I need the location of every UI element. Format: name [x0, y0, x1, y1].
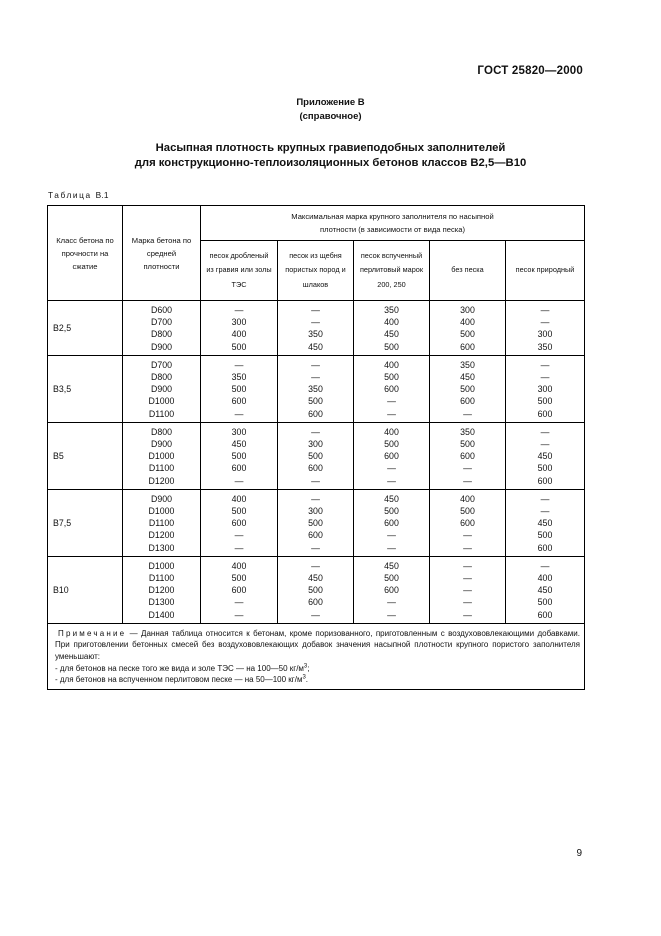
aggregate-grade-value: —	[234, 597, 244, 608]
aggregate-grade-value: —	[234, 305, 244, 315]
aggregate-grade-cell-perlite	[354, 301, 430, 356]
concrete-class-cell: В5	[48, 422, 123, 489]
aggregate-grade-value: 500	[460, 329, 475, 340]
aggregate-grade-value: 600	[460, 396, 475, 407]
aggregate-grade-value: 500	[384, 506, 399, 517]
density-grade-value: D900	[150, 439, 173, 450]
header-sand-perlite: песок вспученный перлитовый марок 200, 250	[354, 241, 430, 301]
aggregate-grade-value: —	[463, 560, 472, 571]
aggregate-grade-value: —	[463, 609, 472, 620]
aggregate-grade-value: 600	[537, 609, 553, 620]
aggregate-grade-value: 600	[384, 585, 399, 596]
density-grade-value: D1300	[148, 542, 175, 553]
aggregate-grade-value: —	[387, 408, 396, 419]
aggregate-grade-value: 400	[384, 426, 399, 437]
note-item-1: - для бетонов на песке того же вида и золе ТЭС — на 100—50 $кг/м^3$;	[55, 663, 310, 673]
density-grade-cell	[123, 489, 201, 556]
density-grade-value: D600	[150, 305, 173, 315]
aggregate-grade-value: 600	[384, 384, 399, 395]
aggregate-grade-value: 400	[231, 560, 247, 571]
concrete-class-cell: В2,5	[48, 301, 123, 356]
aggregate-grade-cell-crushed	[201, 355, 278, 422]
aggregate-grade-value: 500	[384, 341, 399, 352]
aggregate-grade-cell-porous	[278, 355, 354, 422]
density-grade-cell	[123, 422, 201, 489]
aggregate-grade-value: —	[234, 542, 244, 553]
aggregate-grade-value: —	[234, 359, 244, 370]
aggregate-grade-value: 350	[384, 305, 399, 315]
aggregate-grade-value: 450	[537, 518, 553, 529]
aggregate-grade-cell-perlite	[354, 556, 430, 623]
table-row	[48, 489, 585, 556]
aggregate-grade-value: 300	[231, 317, 247, 328]
header-sand-porous: песок из щебня пористых пород и шлаков	[278, 241, 354, 301]
title-line-1: Насыпная плотность крупных гравиеподобных заполнителей	[155, 142, 506, 154]
aggregate-grade-value: —	[463, 585, 472, 596]
aggregate-grade-value: 500	[460, 384, 475, 395]
table-row	[48, 556, 585, 623]
aggregate-grade-value: 450	[537, 585, 553, 596]
note-row	[48, 623, 585, 689]
density-table	[47, 205, 585, 690]
aggregate-grade-value: 600	[231, 396, 247, 407]
concrete-class-cell: В3,5	[48, 355, 123, 422]
aggregate-grade-value: —	[387, 475, 396, 486]
aggregate-grade-value: 500	[231, 506, 247, 517]
aggregate-grade-value: 300	[537, 329, 553, 340]
table-label	[48, 190, 109, 200]
aggregate-grade-value: 500	[308, 585, 323, 596]
aggregate-grade-value: 450	[384, 493, 399, 504]
aggregate-grade-value: —	[387, 609, 396, 620]
header-grade: Марка бетона по средней плотности	[123, 206, 201, 301]
page-number: 9	[576, 848, 582, 859]
aggregate-grade-value: 600	[460, 341, 475, 352]
aggregate-grade-cell-porous	[278, 489, 354, 556]
aggregate-grade-cell-perlite	[354, 422, 430, 489]
density-grade-cell	[123, 355, 201, 422]
aggregate-grade-value: 500	[384, 372, 399, 383]
table-row	[48, 422, 585, 489]
aggregate-grade-value: 500	[231, 573, 247, 584]
aggregate-grade-value: 500	[384, 573, 399, 584]
aggregate-grade-value: 500	[460, 439, 475, 450]
standard-number: ГОСТ 25820—2000	[477, 65, 583, 77]
density-grade-value: D700	[150, 317, 173, 328]
concrete-class-cell: В7,5	[48, 489, 123, 556]
aggregate-grade-cell-no-sand	[430, 556, 506, 623]
aggregate-grade-value: 600	[537, 475, 553, 486]
aggregate-grade-value: —	[540, 506, 550, 517]
aggregate-grade-value: 400	[384, 317, 399, 328]
aggregate-grade-value: —	[540, 317, 550, 328]
aggregate-grade-value: 600	[231, 585, 247, 596]
aggregate-grade-value: —	[540, 493, 550, 504]
aggregate-grade-value: 500	[231, 341, 247, 352]
aggregate-grade-value: 300	[460, 305, 475, 315]
aggregate-grade-value: —	[463, 530, 472, 541]
aggregate-grade-value: —	[311, 359, 320, 370]
aggregate-grade-value: 300	[537, 384, 553, 395]
aggregate-grade-value: —	[234, 609, 244, 620]
header-sand-natural: песок природный	[506, 241, 585, 301]
aggregate-grade-value: —	[387, 463, 396, 474]
aggregate-grade-cell-no-sand	[430, 422, 506, 489]
aggregate-grade-value: —	[387, 597, 396, 608]
aggregate-grade-value: 600	[460, 451, 475, 462]
aggregate-grade-value: —	[311, 493, 320, 504]
note-item-2: - для бетонов на вспученном перлитовом песке — на 50—100 $кг/м^3$.	[55, 674, 309, 685]
aggregate-grade-value: —	[540, 560, 550, 571]
density-grade-value: D1000	[148, 451, 175, 462]
density-grade-value: D900	[150, 341, 173, 352]
aggregate-grade-value: 600	[460, 518, 475, 529]
density-grade-value: D1200	[148, 530, 175, 541]
aggregate-grade-value: —	[387, 530, 396, 541]
aggregate-grade-value: 500	[384, 439, 399, 450]
aggregate-grade-value: 400	[537, 573, 553, 584]
aggregate-grade-value: 300	[231, 426, 247, 437]
density-grade-value: D1300	[148, 597, 175, 608]
aggregate-grade-value: 450	[384, 560, 399, 571]
aggregate-grade-value: 600	[537, 542, 553, 553]
density-grade-value: D1100	[148, 408, 175, 419]
density-grade-value: D1400	[148, 609, 175, 620]
aggregate-grade-value: —	[387, 396, 396, 407]
aggregate-grade-cell-natural	[506, 556, 585, 623]
density-grade-value: D800	[150, 329, 173, 340]
aggregate-grade-value: 600	[308, 463, 323, 474]
aggregate-grade-cell-perlite	[354, 489, 430, 556]
aggregate-grade-value: 500	[537, 597, 553, 608]
aggregate-grade-value: 350	[231, 372, 247, 383]
appendix-heading	[0, 96, 661, 124]
aggregate-grade-value: 400	[231, 329, 247, 340]
concrete-class-cell: В10	[48, 556, 123, 623]
header-sand-crushed: песок дробленый из гравия или золы ТЭС	[201, 241, 278, 301]
aggregate-grade-value: 600	[231, 518, 247, 529]
table-label-number: В.1	[95, 190, 109, 200]
aggregate-grade-value: 600	[384, 518, 399, 529]
aggregate-grade-value: 500	[537, 530, 553, 541]
aggregate-grade-cell-no-sand	[430, 301, 506, 356]
aggregate-grade-value: 450	[308, 573, 323, 584]
aggregate-grade-value: —	[311, 305, 320, 315]
table-label-word: Таблица	[48, 190, 92, 200]
header-no-sand: без песка	[430, 241, 506, 301]
aggregate-grade-cell-porous	[278, 422, 354, 489]
aggregate-grade-value: 500	[537, 396, 553, 407]
aggregate-grade-value: —	[463, 597, 472, 608]
aggregate-grade-value: —	[234, 408, 244, 419]
aggregate-grade-value: —	[540, 305, 550, 315]
aggregate-grade-value: 300	[308, 506, 323, 517]
aggregate-grade-value: —	[311, 560, 320, 571]
aggregate-grade-cell-crushed	[201, 489, 278, 556]
document-title	[0, 141, 661, 171]
note-label: Примечание	[58, 628, 127, 638]
aggregate-grade-value: —	[463, 463, 472, 474]
aggregate-grade-value: 300	[308, 439, 323, 450]
aggregate-grade-value: —	[387, 542, 396, 553]
aggregate-grade-value: 600	[308, 597, 323, 608]
aggregate-grade-cell-crushed	[201, 422, 278, 489]
table-body	[48, 206, 585, 690]
aggregate-grade-value: 600	[308, 408, 323, 419]
aggregate-grade-value: 350	[308, 384, 323, 395]
aggregate-grade-value: 600	[537, 408, 553, 419]
aggregate-grade-value: —	[463, 542, 472, 553]
aggregate-grade-value: —	[234, 530, 244, 541]
density-grade-value: D1200	[148, 585, 175, 596]
density-grade-value: D1100	[148, 463, 175, 474]
aggregate-grade-value: —	[311, 609, 320, 620]
density-grade-cell	[123, 556, 201, 623]
aggregate-grade-value: 450	[308, 341, 323, 352]
aggregate-grade-value: 600	[308, 530, 323, 541]
aggregate-grade-value: 400	[384, 359, 399, 370]
aggregate-grade-cell-crushed	[201, 556, 278, 623]
density-grade-value: D1000	[148, 396, 175, 407]
aggregate-grade-value: —	[311, 475, 320, 486]
table-row	[48, 355, 585, 422]
aggregate-grade-value: 500	[308, 396, 323, 407]
header-max-grade: Максимальная марка крупного заполнителя по насыпной плотности (в зависимости от вида песка)	[201, 206, 585, 241]
table-note	[48, 623, 585, 689]
aggregate-grade-value: —	[540, 359, 550, 370]
density-grade-value: D1000	[148, 560, 175, 571]
aggregate-grade-value: —	[463, 573, 472, 584]
density-grade-value: D1000	[148, 506, 175, 517]
density-grade-value: D900	[150, 493, 173, 504]
table-row	[48, 301, 585, 356]
aggregate-grade-value: 350	[460, 359, 475, 370]
aggregate-grade-value: —	[311, 372, 320, 383]
aggregate-grade-value: 450	[231, 439, 247, 450]
aggregate-grade-value: 400	[231, 493, 247, 504]
aggregate-grade-cell-natural	[506, 422, 585, 489]
aggregate-grade-value: 500	[308, 451, 323, 462]
aggregate-grade-value: —	[463, 475, 472, 486]
aggregate-grade-value: —	[311, 317, 320, 328]
aggregate-grade-value: 450	[384, 329, 399, 340]
aggregate-grade-value: 500	[308, 518, 323, 529]
density-grade-value: D900	[150, 384, 173, 395]
title-line-2: для конструкционно-теплоизоляционных бетонов классов В2,5—В10	[134, 157, 527, 169]
aggregate-grade-value: 400	[460, 317, 475, 328]
density-grade-value: D800	[150, 426, 173, 437]
aggregate-grade-value: —	[463, 408, 472, 419]
aggregate-grade-value: 600	[384, 451, 399, 462]
aggregate-grade-value: —	[234, 475, 244, 486]
aggregate-grade-value: —	[540, 372, 550, 383]
header-row-1	[48, 206, 585, 241]
note-text: — Данная таблица относится к бетонам, кроме поризованного, приготовленным с воздухововлекающими добавками. При приготовлении бетонных смесей без воздухововлекающих добавок значения насыпной плотности крупного пористого заполнителя уменьшают:	[55, 628, 580, 662]
aggregate-grade-value: 400	[460, 493, 475, 504]
aggregate-grade-cell-no-sand	[430, 489, 506, 556]
appendix-subtitle: (справочное)	[299, 111, 362, 122]
aggregate-grade-value: —	[540, 426, 550, 437]
header-class: Класс бетона по прочности на сжатие	[48, 206, 123, 301]
aggregate-grade-cell-crushed	[201, 301, 278, 356]
aggregate-grade-value: 500	[231, 384, 247, 395]
aggregate-grade-cell-porous	[278, 301, 354, 356]
aggregate-grade-value: 600	[231, 463, 247, 474]
density-grade-value: D1200	[148, 475, 175, 486]
aggregate-grade-cell-natural	[506, 301, 585, 356]
aggregate-grade-value: 350	[537, 341, 553, 352]
aggregate-grade-cell-no-sand	[430, 355, 506, 422]
aggregate-grade-cell-perlite	[354, 355, 430, 422]
density-grade-value: D700	[150, 359, 173, 370]
aggregate-grade-value: —	[311, 426, 320, 437]
aggregate-grade-value: 450	[460, 372, 475, 383]
density-grade-value: D1100	[148, 573, 175, 584]
aggregate-grade-value: 500	[537, 463, 553, 474]
aggregate-grade-value: 500	[231, 451, 247, 462]
aggregate-grade-value: —	[311, 542, 320, 553]
density-grade-cell	[123, 301, 201, 356]
aggregate-grade-value: 350	[460, 426, 475, 437]
aggregate-grade-cell-porous	[278, 556, 354, 623]
density-grade-value: D1100	[148, 518, 175, 529]
aggregate-grade-cell-natural	[506, 489, 585, 556]
appendix-title: Приложение В	[296, 97, 365, 108]
aggregate-grade-value: —	[540, 439, 550, 450]
aggregate-grade-value: 500	[460, 506, 475, 517]
aggregate-grade-value: 350	[308, 329, 323, 340]
aggregate-grade-cell-natural	[506, 355, 585, 422]
density-grade-value: D800	[150, 372, 173, 383]
aggregate-grade-value: 450	[537, 451, 553, 462]
